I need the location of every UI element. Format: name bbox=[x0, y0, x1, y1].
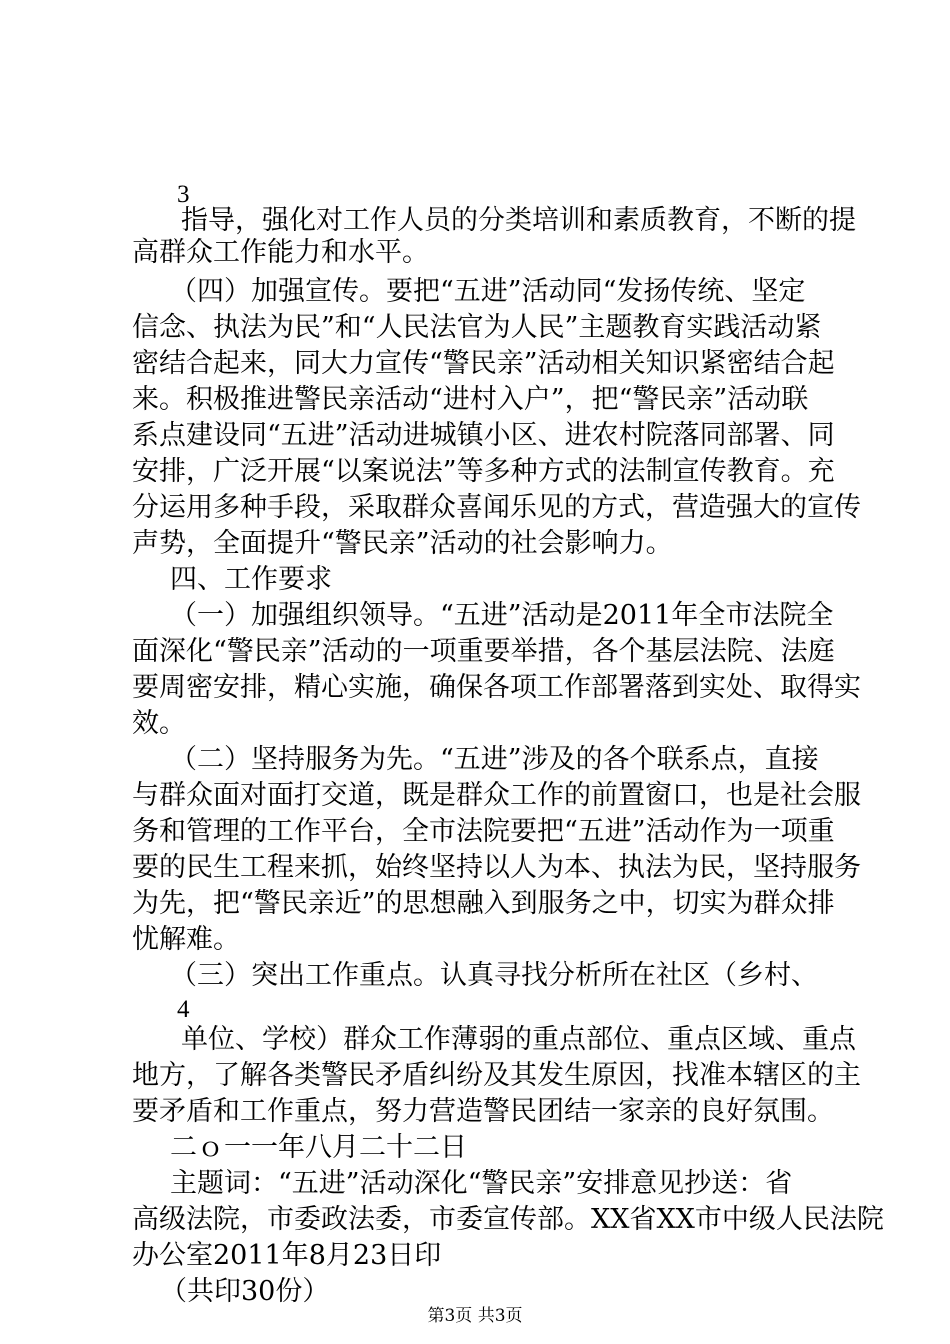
text-line: 为先，把“警民亲近”的思想融入到服务之中，切实为群众排 bbox=[132, 888, 835, 919]
text-line: 面深化“警民亲”活动的一项重要举措，各个基层法院、法庭 bbox=[132, 636, 835, 667]
text-line: 指导，强化对工作人员的分类培训和素质教育，不断的提 bbox=[181, 205, 856, 236]
text-line: 高级法院，市委政法委，市委宣传部。XX省XX市中级人民法院 bbox=[132, 1204, 884, 1235]
text-line: 系点建设同“五进”活动进城镇小区、进农村院落同部署、同 bbox=[132, 420, 835, 451]
text-line: （一）加强组织领导。“五进”活动是2011年全市法院全 bbox=[170, 600, 834, 631]
text-line: 与群众面对面打交道，既是群众工作的前置窗口，也是社会服 bbox=[132, 780, 861, 811]
text-line: 信念、执法为民”和“人民法官为人民”主题教育实践活动紧 bbox=[132, 312, 822, 343]
text-line: 安排，广泛开展“以案说法”等多种方式的法制宣传教育。充 bbox=[132, 456, 835, 487]
text-line: 声势，全面提升“警民亲”活动的社会影响力。 bbox=[132, 528, 673, 559]
text-line: （四）加强宣传。要把“五进”活动同“发扬传统、坚定 bbox=[170, 276, 806, 307]
page-number-marker-top: 3 bbox=[177, 181, 190, 208]
date-line: 二ｏ一一年八月二十二日 bbox=[170, 1132, 467, 1163]
text-line: 务和管理的工作平台，全市法院要把“五进”活动作为一项重 bbox=[132, 816, 835, 847]
text-line: （二）坚持服务为先。“五进”涉及的各个联系点，直接 bbox=[170, 744, 819, 775]
text-line: 忧解难。 bbox=[132, 924, 240, 955]
text-line: 要矛盾和工作重点，努力营造警民团结一家亲的良好氛围。 bbox=[132, 1096, 834, 1127]
text-line: 要的民生工程来抓，始终坚持以人为本、执法为民，坚持服务 bbox=[132, 852, 861, 883]
text-line: 高群众工作能力和水平。 bbox=[132, 237, 429, 268]
text-line: 主题词：“五进”活动深化“警民亲”安排意见抄送：省 bbox=[170, 1168, 793, 1199]
text-line: 效。 bbox=[132, 708, 186, 739]
page-footer: 第3页 共3页 bbox=[427, 1306, 523, 1326]
text-line: 办公室2011年8月23日印 bbox=[132, 1240, 442, 1271]
text-line: 来。积极推进警民亲活动“进村入户”，把“警民亲”活动联 bbox=[132, 384, 809, 415]
copies-line: （共印30份） bbox=[160, 1276, 330, 1307]
text-line: 密结合起来，同大力宣传“警民亲”活动相关知识紧密结合起 bbox=[132, 348, 835, 379]
section-heading: 四、工作要求 bbox=[170, 564, 332, 595]
text-line: 分运用多种手段，采取群众喜闻乐见的方式，营造强大的宣传 bbox=[132, 492, 861, 523]
text-line: 要周密安排，精心实施，确保各项工作部署落到实处、取得实 bbox=[132, 672, 861, 703]
text-line: 单位、学校）群众工作薄弱的重点部位、重点区域、重点 bbox=[181, 1024, 856, 1055]
text-line: 地方，了解各类警民矛盾纠纷及其发生原因，找准本辖区的主 bbox=[132, 1060, 861, 1091]
text-line: （三）突出工作重点。认真寻找分析所在社区（乡村、 bbox=[170, 960, 818, 991]
page-number-marker-mid: 4 bbox=[177, 996, 190, 1023]
